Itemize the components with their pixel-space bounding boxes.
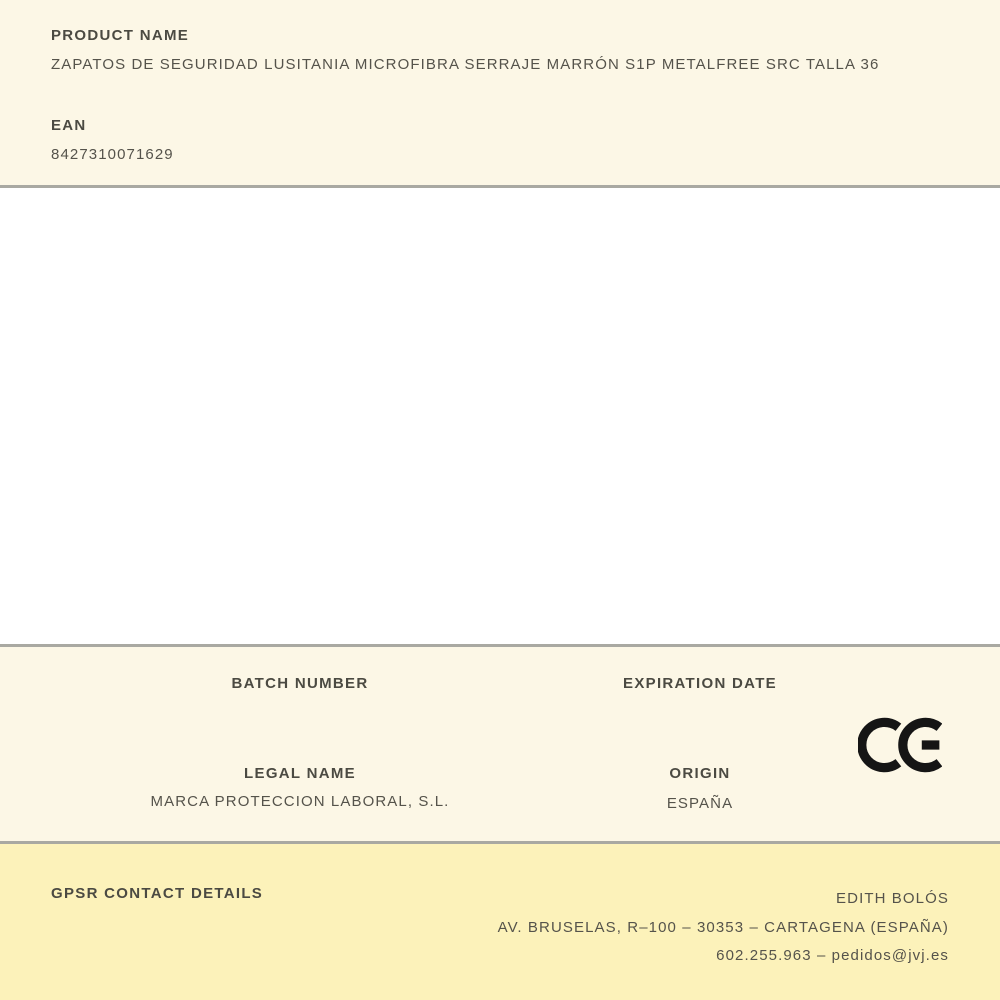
origin-value: ESPAÑA: [666, 795, 734, 812]
gpsr-contact-name: EDITH BOLÓS: [836, 890, 949, 907]
ce-marking-icon: [858, 714, 942, 776]
expiration-date-label: EXPIRATION DATE: [623, 675, 777, 692]
legal-name-value: MARCA PROTECCION LABORAL, S.L.: [150, 793, 450, 810]
gpsr-contact-address: AV. BRUSELAS, R–100 – 30353 – CARTAGENA (ESPAÑA): [497, 918, 949, 936]
ean-label: EAN: [51, 117, 87, 134]
ean-value: 8427310071629: [51, 146, 174, 163]
product-name-value: ZAPATOS DE SEGURIDAD LUSITANIA MICROFIBRA SERRAJE MARRÓN S1P METALFREE SRC TALLA 36: [51, 56, 880, 73]
batch-number-label: BATCH NUMBER: [231, 675, 369, 692]
origin-label: ORIGIN: [669, 765, 731, 782]
gpsr-contact-section: [0, 844, 1000, 1000]
gpsr-contact-block: [498, 885, 949, 971]
gpsr-contact-phone-email: 602.255.963 – pedidos@jvj.es: [716, 947, 949, 964]
product-section: [0, 0, 1000, 185]
product-name-label: PRODUCT NAME: [51, 27, 190, 44]
legal-name-label: LEGAL NAME: [244, 765, 356, 782]
batch-info-section: [0, 647, 1000, 841]
blank-middle-area: [0, 188, 1000, 644]
gpsr-contact-label: GPSR CONTACT DETAILS: [51, 885, 264, 902]
